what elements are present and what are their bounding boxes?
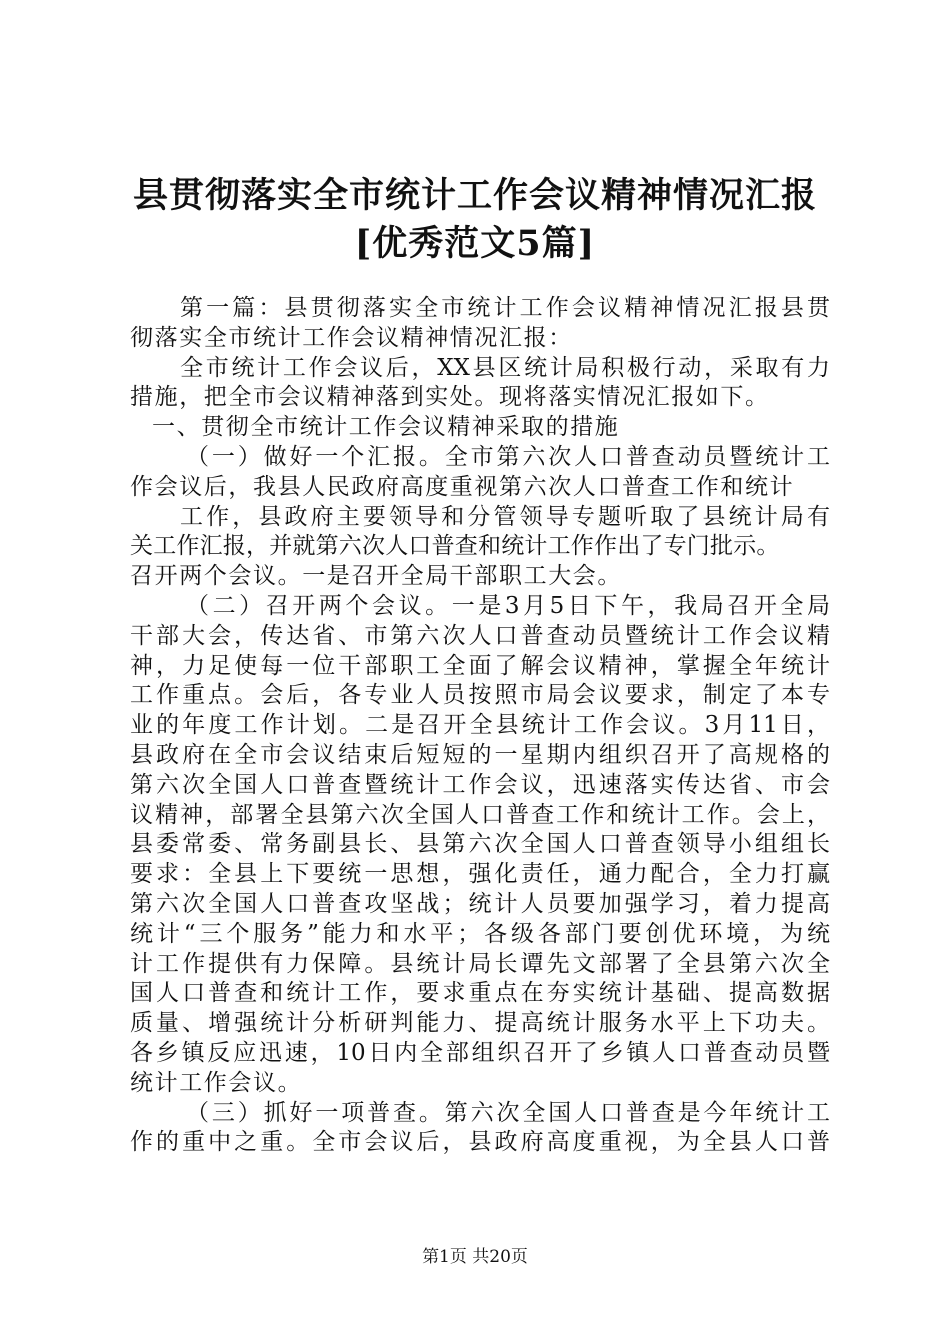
body-line: 计工作提供有力保障。县统计局长谭先文部署了全县第六次全 <box>130 950 830 977</box>
body-line: 干部大会，传达省、市第六次人口普查动员暨统计工作会议精 <box>130 622 830 649</box>
body-line: 措施，把全市会议精神落到实处。现将落实情况汇报如下。 <box>130 384 770 411</box>
body-line: 工作，县政府主要领导和分管领导专题听取了县统计局有 <box>180 503 830 530</box>
body-line: 业的年度工作计划。二是召开全县统计工作会议。3月11日， <box>130 712 830 739</box>
body-line: 统计工作会议。 <box>130 1069 303 1096</box>
body-line: 作的重中之重。全市会议后，县政府高度重视，为全县人口普 <box>130 1129 830 1156</box>
body-line: 工作重点。会后，各专业人员按照市局会议要求，制定了本专 <box>130 682 830 709</box>
body-line: 第六次全国人口普查暨统计工作会议，迅速落实传达省、市会 <box>130 771 830 798</box>
body-line: （二）召开两个会议。一是3月5日下午，我局召开全局 <box>186 592 830 619</box>
body-line: 一、贯彻全市统计工作会议精神采取的措施 <box>152 414 620 441</box>
body-line: 关工作汇报，并就第六次人口普查和统计工作作出了专门批示。 <box>130 533 780 560</box>
body-line: 县政府在全市会议结束后短短的一星期内组织召开了高规格的 <box>130 741 830 768</box>
document-subtitle: [优秀范文5篇] <box>354 223 596 264</box>
body-line: 彻落实全市统计工作会议精神情况汇报： <box>130 324 573 351</box>
body-line: 议精神，部署全县第六次全国人口普查工作和统计工作。会上， <box>130 801 830 828</box>
body-line: 第六次全国人口普查攻坚战；统计人员要加强学习，着力提高 <box>130 890 830 917</box>
document-title: 县贯彻落实全市统计工作会议精神情况汇报 <box>132 175 817 216</box>
body-line: 各乡镇反应迅速，10日内全部组织召开了乡镇人口普查动员暨 <box>130 1039 830 1066</box>
body-line: 召开两个会议。一是召开全局干部职工大会。 <box>130 563 622 590</box>
body-line: 作会议后，我县人民政府高度重视第六次人口普查工作和统计 <box>130 473 795 500</box>
body-line: （三）抓好一项普查。第六次全国人口普查是今年统计工 <box>186 1099 830 1126</box>
body-line: 第一篇：县贯彻落实全市统计工作会议精神情况汇报县贯 <box>180 295 830 321</box>
page-number: 第1页 共20页 <box>422 1247 528 1267</box>
body-line: 要求：全县上下要统一思想，强化责任，通力配合，全力打赢 <box>130 861 830 888</box>
body-line: 国人口普查和统计工作，要求重点在夯实统计基础、提高数据 <box>130 980 830 1007</box>
body-line: 质量、增强统计分析研判能力、提高统计服务水平上下功夫。 <box>130 1010 830 1037</box>
body-line: 统计“三个服务”能力和水平；各级各部门要创优环境，为统 <box>130 920 830 947</box>
body-line: （一）做好一个汇报。全市第六次人口普查动员暨统计工 <box>186 443 830 470</box>
document-body <box>130 294 830 1158</box>
body-line: 全市统计工作会议后，XX县区统计局积极行动，采取有力 <box>180 354 830 381</box>
body-line: 神，力足使每一位干部职工全面了解会议精神，掌握全年统计 <box>130 652 830 679</box>
body-line: 县委常委、常务副县长、县第六次全国人口普查领导小组组长 <box>130 831 830 858</box>
